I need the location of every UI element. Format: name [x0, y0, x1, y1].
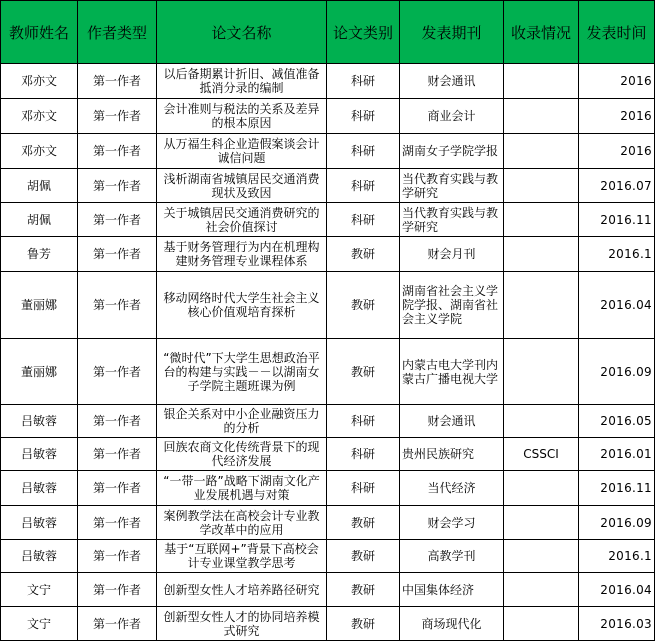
cell-journal: 财会通讯 [400, 405, 504, 438]
header-publish-date: 发表时间 [579, 1, 655, 64]
table-row [1, 540, 655, 573]
cell-indexed [504, 203, 579, 237]
cell-author-type: 第一作者 [78, 99, 157, 134]
cell-paper-title: 浅析湖南省城镇居民交通消费现状及致因 [157, 169, 327, 203]
cell-publish-date: 2016.03 [579, 607, 655, 641]
cell-teacher-name: 吕敏蓉 [1, 540, 78, 573]
cell-teacher-name: 吕敏蓉 [1, 405, 78, 438]
cell-author-type: 第一作者 [78, 272, 157, 339]
cell-journal: 商业会计 [400, 99, 504, 134]
cell-publish-date: 2016.1 [579, 237, 655, 272]
cell-paper-title: 移动网络时代大学生社会主义核心价值观培育探析 [157, 272, 327, 339]
cell-teacher-name: 鲁芳 [1, 237, 78, 272]
header-journal: 发表期刊 [400, 1, 504, 64]
cell-journal: 内蒙古电大学刊内蒙古广播电视大学 [400, 339, 504, 405]
table-row [1, 339, 655, 405]
header-author-type: 作者类型 [78, 1, 157, 64]
cell-indexed [504, 99, 579, 134]
cell-indexed [504, 237, 579, 272]
cell-publish-date: 2016.07 [579, 169, 655, 203]
cell-journal: 湖南省社会主义学院学报、湖南省社会主义学院 [400, 272, 504, 339]
cell-author-type: 第一作者 [78, 134, 157, 169]
cell-journal: 财会通讯 [400, 64, 504, 99]
cell-publish-date: 2016 [579, 64, 655, 99]
cell-author-type: 第一作者 [78, 573, 157, 607]
cell-journal: 贵州民族研究 [400, 438, 504, 471]
cell-publish-date: 2016.04 [579, 573, 655, 607]
cell-publish-date: 2016.09 [579, 506, 655, 540]
header-paper-category: 论文类别 [327, 1, 400, 64]
table-row [1, 405, 655, 438]
cell-paper-title: 回族农商文化传统背景下的现代经济发展 [157, 438, 327, 471]
cell-indexed [504, 64, 579, 99]
cell-author-type: 第一作者 [78, 607, 157, 641]
cell-publish-date: 2016.1 [579, 540, 655, 573]
cell-paper-category: 科研 [327, 405, 400, 438]
table-row [1, 607, 655, 641]
table-row [1, 64, 655, 99]
cell-publish-date: 2016.11 [579, 203, 655, 237]
cell-indexed [504, 405, 579, 438]
cell-paper-title: 创新型女性人才培养路径研究 [157, 573, 327, 607]
cell-teacher-name: 吕敏蓉 [1, 438, 78, 471]
cell-paper-title: 案例教学法在高校会计专业教学改革中的应用 [157, 506, 327, 540]
cell-paper-title: 基于“互联网+”背景下高校会计专业课堂教学思考 [157, 540, 327, 573]
cell-paper-title: 基于财务管理行为内在机理构建财务管理专业课程体系 [157, 237, 327, 272]
cell-teacher-name: 邓亦文 [1, 99, 78, 134]
header-teacher-name: 教师姓名 [1, 1, 78, 64]
cell-teacher-name: 胡佩 [1, 203, 78, 237]
table-row [1, 99, 655, 134]
cell-paper-category: 科研 [327, 203, 400, 237]
table-row [1, 471, 655, 506]
cell-paper-category: 教研 [327, 506, 400, 540]
cell-author-type: 第一作者 [78, 405, 157, 438]
cell-paper-category: 科研 [327, 134, 400, 169]
cell-indexed: CSSCI [504, 438, 579, 471]
cell-journal: 财会学习 [400, 506, 504, 540]
cell-teacher-name: 吕敏蓉 [1, 506, 78, 540]
cell-author-type: 第一作者 [78, 506, 157, 540]
cell-author-type: 第一作者 [78, 169, 157, 203]
cell-paper-title: 创新型女性人才的协同培养模式研究 [157, 607, 327, 641]
cell-teacher-name: 文宁 [1, 573, 78, 607]
table-body [1, 64, 655, 641]
cell-teacher-name: 邓亦文 [1, 64, 78, 99]
cell-author-type: 第一作者 [78, 540, 157, 573]
cell-indexed [504, 471, 579, 506]
cell-author-type: 第一作者 [78, 339, 157, 405]
cell-author-type: 第一作者 [78, 438, 157, 471]
cell-journal: 商场现代化 [400, 607, 504, 641]
cell-paper-category: 科研 [327, 99, 400, 134]
cell-publish-date: 2016.04 [579, 272, 655, 339]
cell-paper-title: 以后备期累计折旧、减值准备抵消分录的编制 [157, 64, 327, 99]
cell-paper-title: 会计准则与税法的关系及差异的根本原因 [157, 99, 327, 134]
cell-indexed [504, 573, 579, 607]
cell-paper-category: 教研 [327, 540, 400, 573]
cell-teacher-name: 董丽娜 [1, 339, 78, 405]
table-row [1, 203, 655, 237]
cell-paper-title: 从万福生科企业造假案谈会计诚信问题 [157, 134, 327, 169]
cell-indexed [504, 272, 579, 339]
table-row [1, 438, 655, 471]
table-row [1, 237, 655, 272]
cell-publish-date: 2016 [579, 134, 655, 169]
cell-paper-title: 银企关系对中小企业融资压力的分析 [157, 405, 327, 438]
cell-journal: 当代教育实践与教学研究 [400, 169, 504, 203]
table-row [1, 506, 655, 540]
cell-paper-category: 教研 [327, 607, 400, 641]
cell-indexed [504, 506, 579, 540]
cell-author-type: 第一作者 [78, 471, 157, 506]
cell-indexed [504, 607, 579, 641]
cell-paper-category: 科研 [327, 471, 400, 506]
cell-journal: 高教学刊 [400, 540, 504, 573]
cell-paper-title: 关于城镇居民交通消费研究的社会价值探讨 [157, 203, 327, 237]
cell-journal: 当代教育实践与教学研究 [400, 203, 504, 237]
cell-indexed [504, 134, 579, 169]
cell-paper-category: 科研 [327, 64, 400, 99]
cell-paper-category: 教研 [327, 272, 400, 339]
cell-journal: 中国集体经济 [400, 573, 504, 607]
table-row [1, 169, 655, 203]
cell-paper-category: 科研 [327, 438, 400, 471]
cell-teacher-name: 胡佩 [1, 169, 78, 203]
cell-publish-date: 2016.09 [579, 339, 655, 405]
cell-paper-category: 教研 [327, 339, 400, 405]
cell-journal: 湖南女子学院学报 [400, 134, 504, 169]
cell-teacher-name: 吕敏蓉 [1, 471, 78, 506]
table-row [1, 272, 655, 339]
cell-journal: 财会月刊 [400, 237, 504, 272]
cell-publish-date: 2016.11 [579, 471, 655, 506]
cell-author-type: 第一作者 [78, 203, 157, 237]
cell-publish-date: 2016.05 [579, 405, 655, 438]
cell-paper-category: 科研 [327, 169, 400, 203]
table-row [1, 134, 655, 169]
cell-teacher-name: 董丽娜 [1, 272, 78, 339]
header-paper-title: 论文名称 [157, 1, 327, 64]
cell-author-type: 第一作者 [78, 237, 157, 272]
cell-paper-title: “微时代”下大学生思想政治平台的构建与实践－－以湖南女子学院主题班课为例 [157, 339, 327, 405]
cell-paper-category: 教研 [327, 573, 400, 607]
cell-publish-date: 2016.01 [579, 438, 655, 471]
cell-journal: 当代经济 [400, 471, 504, 506]
cell-paper-title: “一带一路”战略下湖南文化产业发展机遇与对策 [157, 471, 327, 506]
header-row [1, 1, 655, 64]
cell-paper-category: 教研 [327, 237, 400, 272]
table-row [1, 573, 655, 607]
cell-teacher-name: 邓亦文 [1, 134, 78, 169]
cell-publish-date: 2016 [579, 99, 655, 134]
cell-indexed [504, 540, 579, 573]
cell-teacher-name: 文宁 [1, 607, 78, 641]
header-indexed: 收录情况 [504, 1, 579, 64]
cell-indexed [504, 169, 579, 203]
cell-indexed [504, 339, 579, 405]
cell-author-type: 第一作者 [78, 64, 157, 99]
